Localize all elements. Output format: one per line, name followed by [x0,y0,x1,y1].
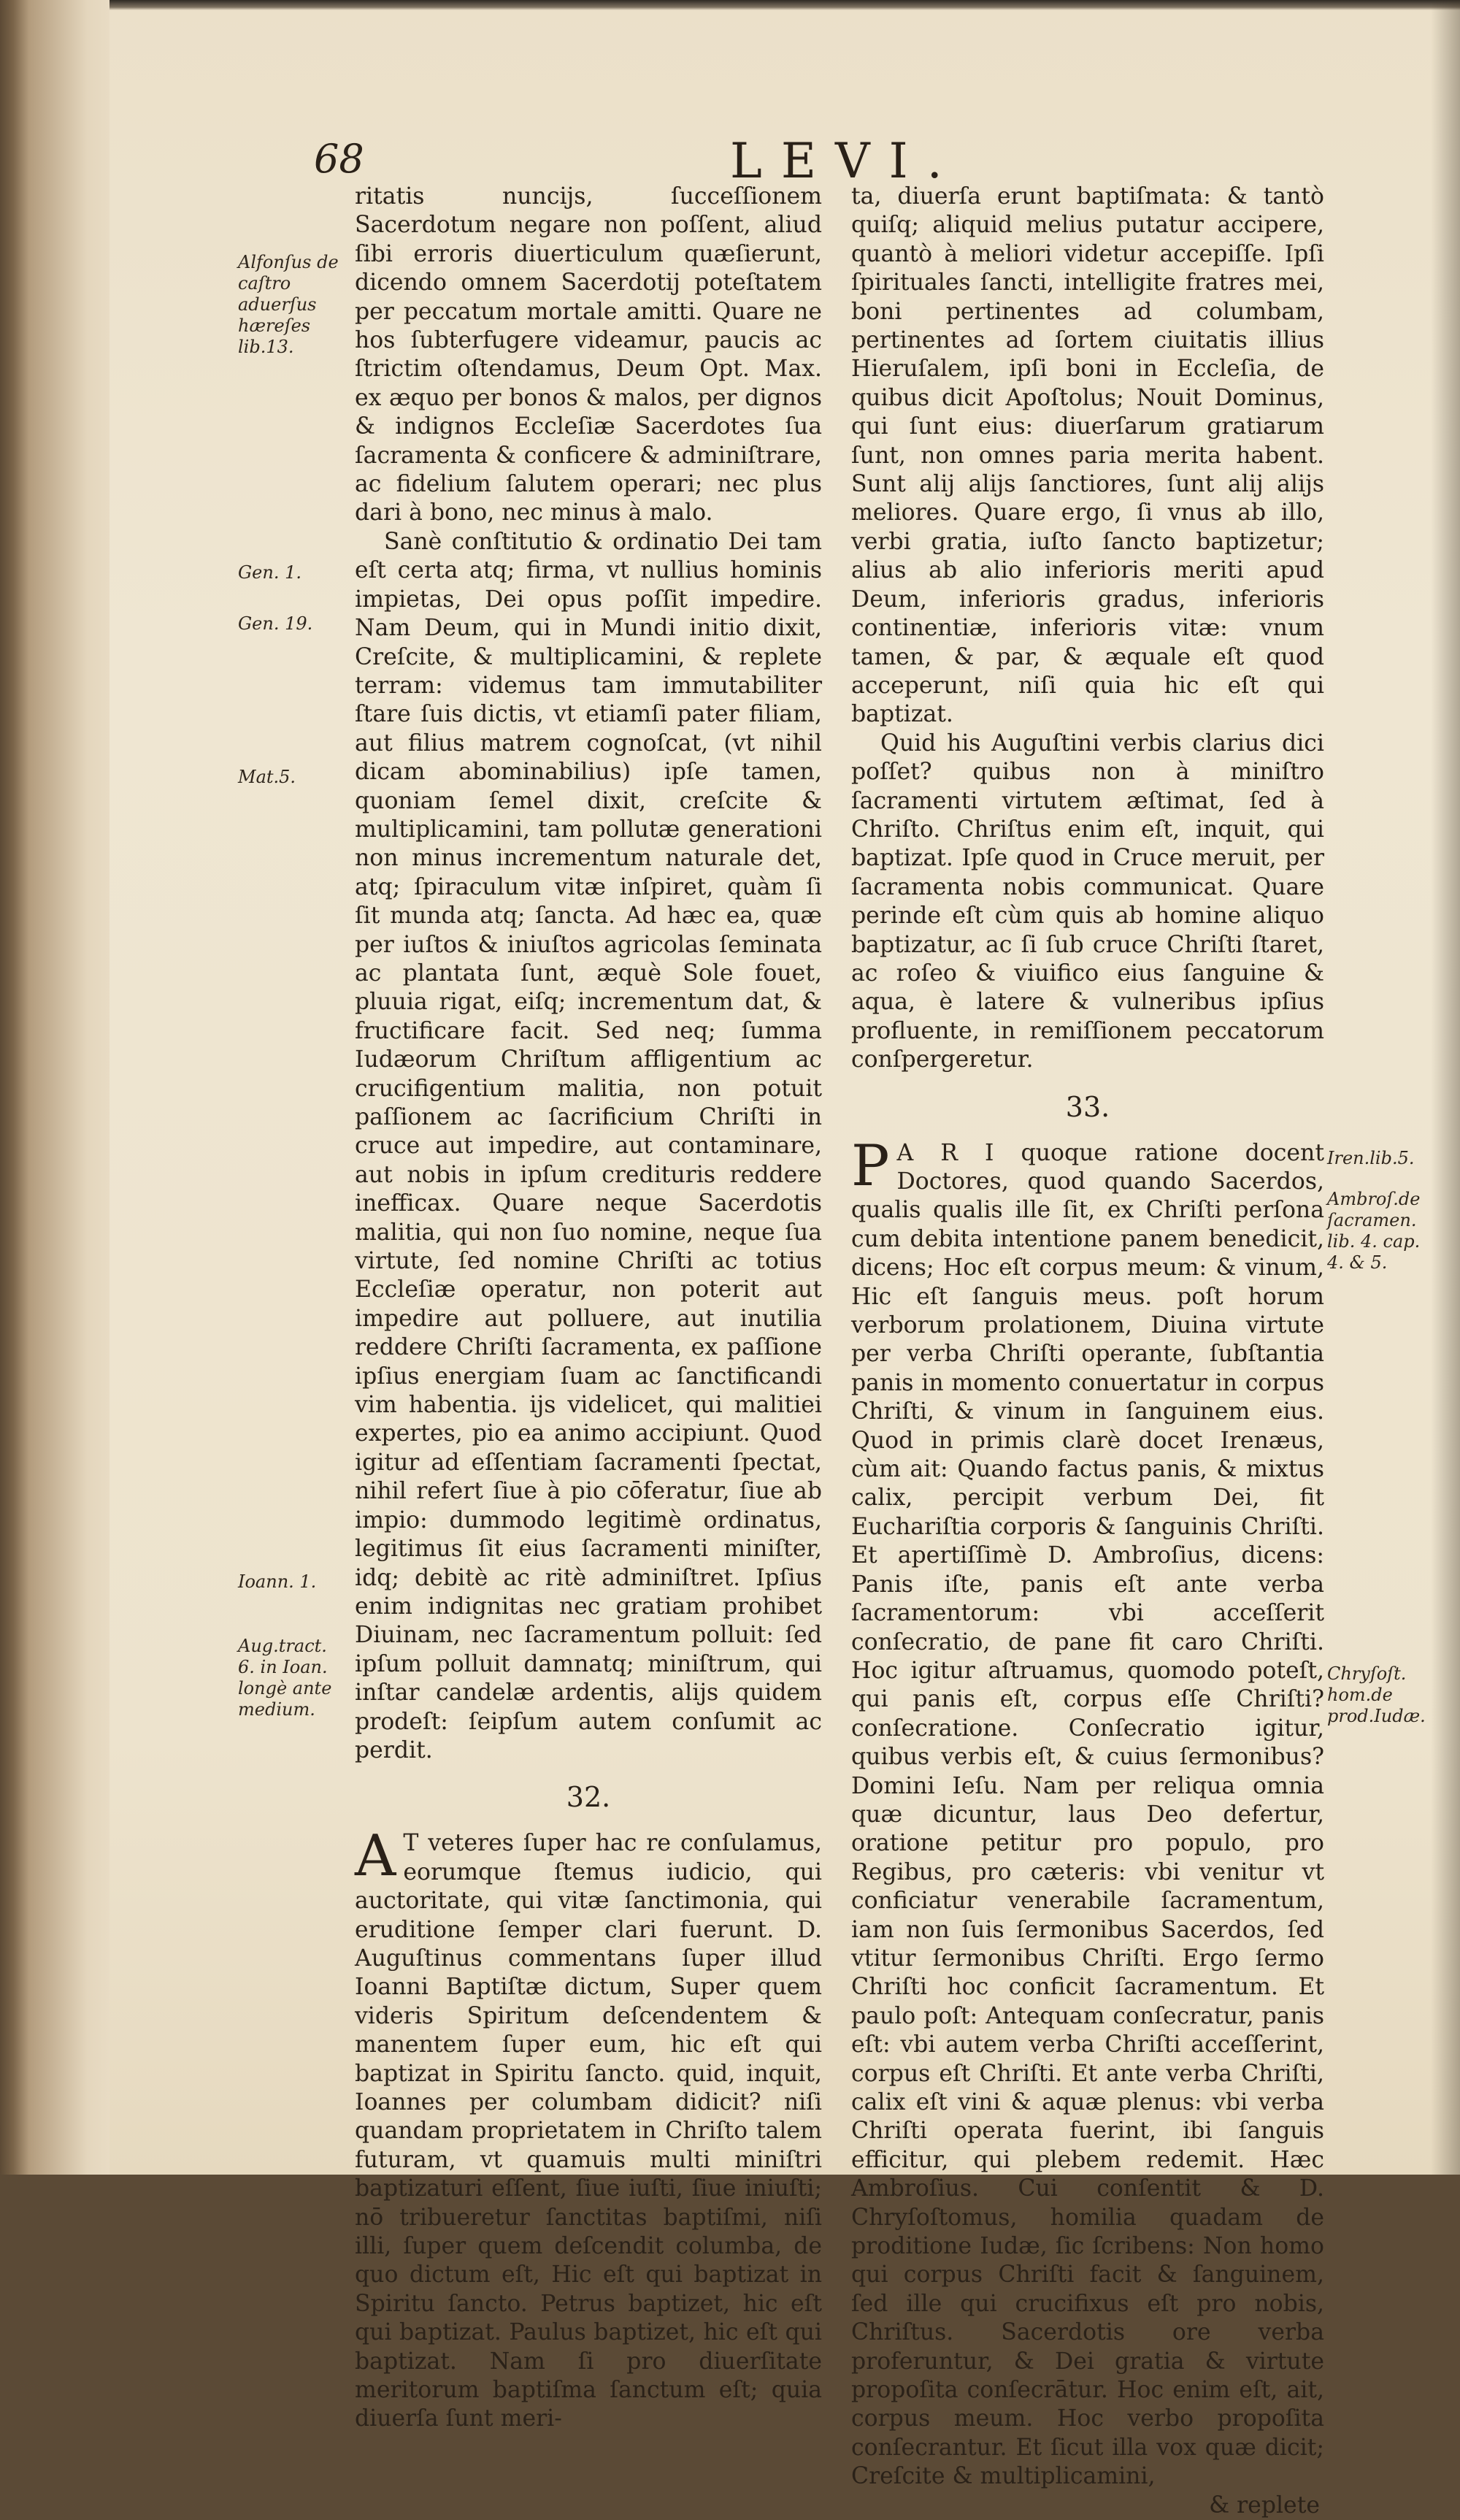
body-paragraph: ritatis nuncijs, ſucceſſionem Sacerdotum negare non poſſent, aliud ſibi erroris diuerticulum quæſierunt, dicendo omnem Sacerdotij poteſtatem per peccatum mortale amitti. Quare ne hos ſubterfugere videamur, paucis ac ſtrictim oſtendamus, Deum Opt. Max. ex æquo per bonos & malos, per dignos & indignos Eccleſiæ Sacerdotes ſua ſacramenta & conficere & adminiſtrare, ac fidelium ſalutem operari; nec plus dari à bono, nec minus à malo. [355,183,822,526]
left-column [355,183,822,2434]
margin-note: Ambroſ.de ſacramen. lib. 4. cap. 4. & 5. [1327,1189,1421,1273]
margin-note: Aug.tract. 6. in Ioan. longè ante medium. [238,1636,332,1720]
catchword: & replete [1209,2492,1320,2519]
margin-note: Mat.5. [238,767,296,787]
running-head: LEVI. [730,133,961,189]
margin-note: Gen. 19. [238,613,313,634]
page-number: 68 [314,136,364,182]
body-paragraph: Quid his Auguſtini verbis clarius dici poſſet? quibus non à miniſtro ſacramenti virtutem æſtimat, ſed à Chriſto. Chriſtus enim eſt, inquit, qui baptizat. Ipſe quod in Cruce meruit, per ſacramenta nobis communicat. Quare perinde eſt cùm quis ab homine aliquo baptizatur, ac ſi ſub cruce Chriſti ſtaret, ac roſeo & viuifico eius ſanguine & aqua, è latere & vulneribus ipſius profluente, in remiſſionem peccatorum conſpergeretur. [851,729,1324,1073]
page-right-shadow [1431,0,1460,2175]
margin-note: Gen. 1. [238,562,301,583]
right-column [851,183,1324,2520]
section-paragraph [851,1133,1324,2492]
body-paragraph: Sanè conſtitutio & ordinatio Dei tam eſt certa atq; firma, vt nullius hominis impietas, Dei opus poſſit impedire. Nam Deum, qui in Mundi initio dixit, Creſcite, & multiplicamini, & replete terram: videmus tam immutabiliter ſtare ſuis dictis, vt etiamſi pater filiam, aut filius matrem cognoſcat, (vt nihil dicam abominabilius) ipſe tamen, quoniam ſemel dixit, creſcite & multiplicamini, tam pollutæ generationi non minus incrementum naturale det, atq; ſpiraculum vitæ inſpiret, quàm ſi ſit munda atq; ſancta. Ad hæc ea, quæ per iuſtos & iniuſtos agricolas ſeminata ac plantata ſunt, æquè Sole fouet, pluuia rigat, eiſq; incrementum dat, & fructificare facit. Sed neq; ſumma Iudæorum Chriſtum affligentium ac crucifigentium malitia, non potuit paſſionem ac ſacrificium Chriſti in cruce aut impedire, aut contaminare, aut nobis in ipſum credituris reddere inefficax. Quare neque Sacerdotis malitia, qui non ſuo nomine, neque ſua virtute, ſed nomine Chriſti ac totius Eccleſiæ operatur, non poterit aut impedire aut polluere, aut inutilia reddere Chriſti ſacramenta, ex paſſione ipſius energiam ſuam ac ſanctificandi vim habentia. ijs videlicet, qui malitiei expertes, pio ea animo accipiunt. Quod igitur ad eſſentiam ſacramenti ſpectat, nihil refert ſiue à pio cōferatur, ſiue ab impio: dummodo legitimè ordinatus, legitimus ſit eius ſacramenti miniſter, idq; debitè ac ritè adminiſtret. Ipſius enim indignitas nec gratiam prohibet Diuinam, nec ſacramentum polluit: ſed ipſum polluit damnatq; miniſtrum, qui inſtar candelæ ardentis, alijs quidem prodeſt: ſeipſum autem conſumit ac perdit. [355,528,822,1763]
margin-note: Chryſoſt. hom.de prod.Iudæ. [1327,1663,1426,1726]
section-number: 33. [1065,1090,1110,1123]
section-text: A R I quoque ratione docent Doctores, quod quando Sacerdos, qualis qualis ille ſit, ex Chriſti perſona cum debita intentione panem benedicit, dicens; Hoc eſt corpus meum: & vinum, Hic eſt ſanguis meus. poſt horum verborum prolationem, Diuina virtute per verba Chriſti operante, ſubſtantia panis in momento conuertatur in corpus Chriſti, & vinum in ſanguinem eius. Quod in primis clarè docet Irenæus, cùm ait: Quando factus panis, & mixtus calix, percipit verbum Dei, fit Euchariſtia corporis & ſanguinis Chriſti. Et apertiſſimè D. Ambroſius, dicens: Panis iſte, panis eſt ante verba ſacramentorum: vbi acceſſerit conſecratio, de pane fit caro Chriſti. Hoc igitur aſtruamus, quomodo poteſt, qui panis eſt, corpus eſſe Chriſti? conſecratione. Conſecratio igitur, quibus verbis eſt, & cuius ſermonibus? Domini Ieſu. Nam per reliqua omnia quæ dicuntur, laus Deo defertur, oratione petitur pro populo, pro Regibus, pro cæteris: vbi venitur vt conficiatur venerabile ſacramentum, iam non ſuis ſermonibus Sacerdos, ſed vtitur ſermonibus Chriſti. Ergo ſermo Chriſti hoc conficit ſacramentum. Et paulo poſt: Antequam conſecratur, panis eſt: vbi autem verba Chriſti acceſſerint, corpus eſt Chriſti. Et ante verba Chriſti, calix eſt vini & aquæ plenus: vbi verba Chriſti operata fuerint, ibi ſanguis efficitur, qui plebem redemit. Hæc Ambroſius. Cui conſentit & D. Chryſoſtomus, homilia quadam de proditione Iudæ, ſic ſcribens: Non homo qui corpus Chriſti facit & ſanguinem, ſed ille qui crucifixus eſt pro nobis, Chriſtus. Sacerdotis ore verba proferuntur, & Dei gratia & virtute propoſita conſecrātur. Hoc enim eſt, ait, corpus meum. Hoc verbo propoſita conſecrantur. Et ſicut illa vox quæ dicit; Creſcite & multiplicamini, [851,1139,1324,2490]
margin-note: Iren.lib.5. [1327,1148,1415,1168]
section-paragraph [355,1823,822,2434]
section-number: 32. [566,1781,611,1814]
drop-cap: A [355,1823,396,1890]
margin-note: Ioann. 1. [238,1571,317,1592]
section-text: T veteres ſuper hac re conſulamus, eorumque ſtemus iudicio, qui auctoritate, qui vitæ ſanctimonia, qui eruditione ſemper clari fuerunt. D. Auguſtinus commentans ſuper illud Ioanni Baptiſtæ dictum, Super quem videris Spiritum deſcendentem & manentem ſuper eum, hic eſt qui baptizat in Spiritu ſancto. quid, inquit, Ioannes per columbam didicit? niſi quandam proprietatem in Chriſto talem futuram, vt quamuis multi miniſtri baptizaturi eſſent, ſiue iuſti, ſiue iniuſti; nō tribueretur ſanctitas baptiſmi, niſi illi, ſuper quem deſcendit columba, de quo dictum eſt, Hic eſt qui baptizat in Spiritu ſancto. Petrus baptizet, hic eſt qui baptizat. Paulus baptizet, hic eſt qui baptizat. Nam ſi pro diuerſitate meritorum baptiſma ſanctum eſt; quia diuerſa ſunt meri- [355,1830,822,2432]
page-top-edge [110,0,1460,10]
drop-cap: P [851,1133,890,1199]
margin-note: Alfonſus de caſtro aduerſus hæreſes lib.13. [238,252,339,357]
body-paragraph: ta, diuerſa erunt baptiſmata: & tantò quiſq; aliquid melius putatur accipere, quantò à meliori videtur accepiſſe. Ipſi ſpirituales ſancti, intelligite fratres mei, boni pertinentes ad columbam, pertinentes ad ſortem ciuitatis illius Hieruſalem, ipſi boni in Eccleſia, de quibus dicit Apoſtolus; Nouit Dominus, qui ſunt eius: diuerſarum gratiarum ſunt, non omnes paria merita habent. Sunt alij alijs ſanctiores, ſunt alij alijs meliores. Quare ergo, ſi vnus ab illo, verbi gratia, iuſto ſancto baptizetur; alius ab alio inferioris meriti apud Deum, inferioris gradus, inferioris continentiæ, inferioris vitæ: vnum tamen, & par, & æquale eſt quod acceperunt, niſi quia hic eſt qui baptizat. [851,183,1324,728]
